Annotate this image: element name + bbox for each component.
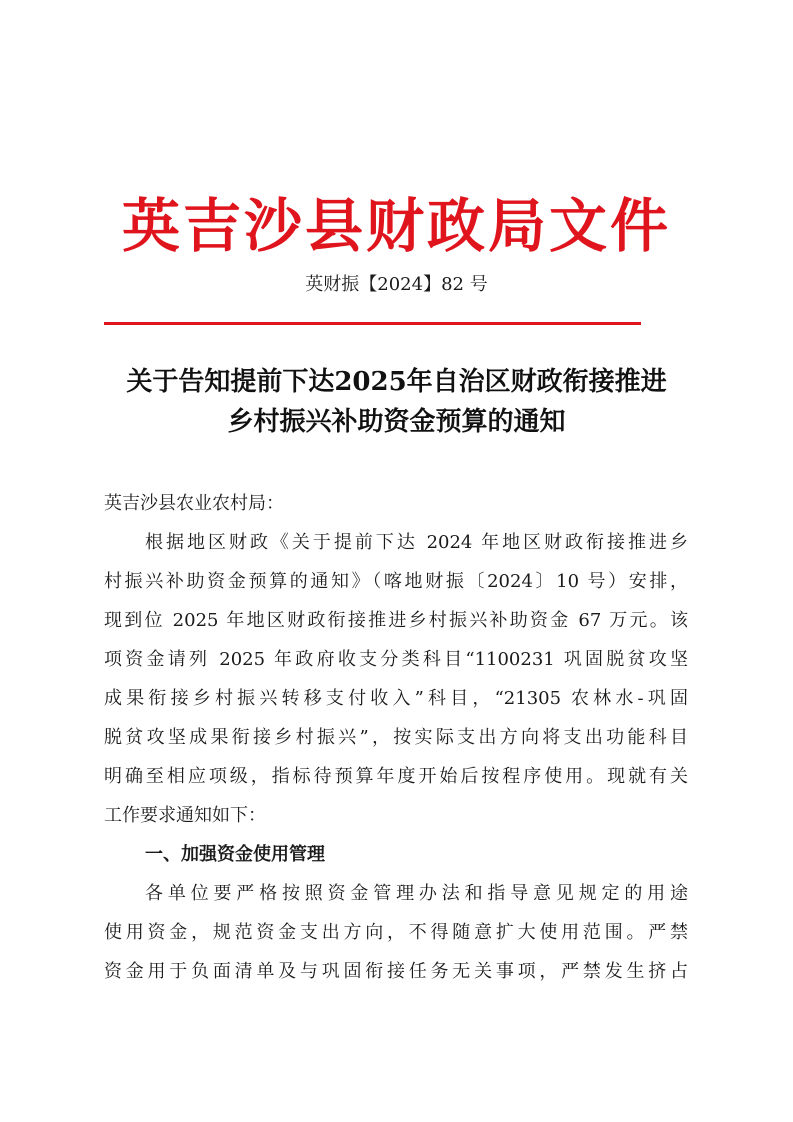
paragraph-line: 成果衔接乡村振兴转移支付收入”科目，“21305 农林水-巩固 bbox=[104, 688, 688, 709]
document-number: 英财振【2024】82 号 bbox=[305, 274, 488, 295]
section-heading-1: 一、加强资金使用管理 bbox=[145, 844, 325, 865]
paragraph-line: 根据地区财政《关于提前下达 2024 年地区财政衔接推进乡 bbox=[145, 532, 688, 553]
paragraph-line: 使用资金，规范资金支出方向，不得随意扩大使用范围。严禁 bbox=[104, 922, 688, 943]
salutation: 英吉沙县农业农村局： bbox=[104, 493, 284, 514]
paragraph-1 bbox=[104, 523, 688, 835]
title-line-1: 关于告知提前下达2025年自治区财政衔接推进 bbox=[126, 367, 667, 397]
paragraph-line: 各单位要严格按照资金管理办法和指导意见规定的用途 bbox=[145, 883, 688, 904]
paragraph-line: 工作要求通知如下： bbox=[104, 805, 266, 826]
paragraph-2 bbox=[104, 874, 688, 991]
paragraph-line: 明确至相应项级，指标待预算年度开始后按程序使用。现就有关 bbox=[104, 766, 688, 787]
document-body bbox=[104, 484, 688, 991]
title-line-2: 乡村振兴补助资金预算的通知 bbox=[227, 407, 566, 437]
paragraph-line: 项资金请列 2025 年政府收支分类科目“1100231 巩固脱贫攻坚 bbox=[104, 649, 688, 670]
paragraph-line: 现到位 2025 年地区财政衔接推进乡村振兴补助资金 67 万元。该 bbox=[104, 610, 688, 631]
masthead-title: 英吉沙县财政局文件 bbox=[121, 192, 671, 260]
red-divider-line bbox=[104, 322, 641, 325]
paragraph-line: 村振兴补助资金预算的通知》（喀地财振〔2024〕10 号）安排， bbox=[104, 571, 688, 592]
paragraph-line: 脱贫攻坚成果衔接乡村振兴”，按实际支出方向将支出功能科目 bbox=[104, 727, 688, 748]
paragraph-line: 资金用于负面清单及与巩固衔接任务无关事项，严禁发生挤占 bbox=[104, 961, 688, 982]
document-title bbox=[60, 362, 733, 442]
